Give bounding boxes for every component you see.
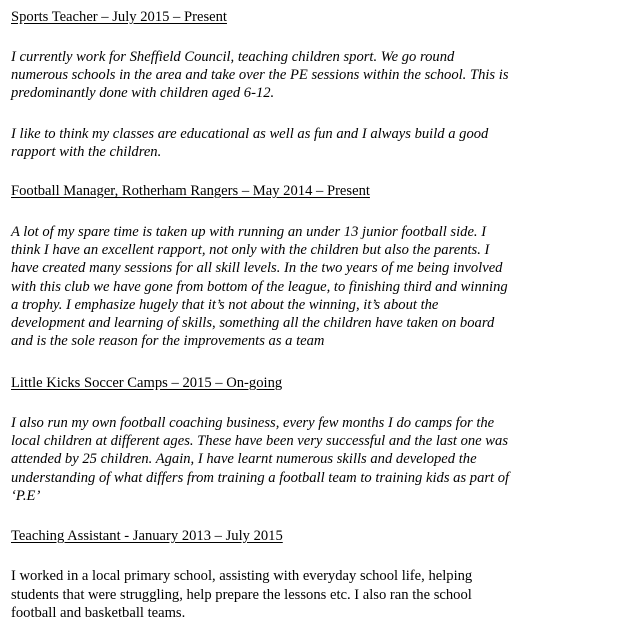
text-line: local children at different ages. These have been very successful and the last one was: [11, 433, 509, 450]
text-line: football and basketball teams.: [11, 605, 186, 622]
text-line: think I have an excellent rapport, not only with the children but also the parents. I: [11, 242, 490, 259]
text-line: attended by 25 children. Again, I have learnt numerous skills and developed the: [11, 451, 477, 468]
text-line: rapport with the children.: [11, 144, 162, 161]
paragraph-sports-teacher-2: [11, 125, 629, 161]
text-line: a trophy. I emphasize hugely that it’s not about the winning, it’s about the: [11, 296, 439, 313]
text-line: development and learning of skills, something all the children have taken on board: [11, 315, 495, 332]
text-line: I currently work for Sheffield Council, teaching children sport. We go round: [11, 49, 455, 65]
section-heading-football-manager: Football Manager, Rotherham Rangers – May 2014 – Present: [11, 183, 370, 199]
paragraph-teaching-assistant: [11, 567, 629, 623]
text-line: numerous schools in the area and take over the PE sessions within the school. This is: [11, 67, 509, 84]
text-line: predominantly done with children aged 6-12.: [11, 85, 275, 102]
text-line: I also run my own football coaching business, every few months I do camps for the: [11, 415, 495, 431]
paragraph-little-kicks: [11, 414, 629, 505]
paragraph-football-manager: [11, 223, 629, 350]
text-line: A lot of my spare time is taken up with running an under 13 junior football side. I: [11, 224, 487, 240]
text-line: ‘P.E’: [11, 487, 41, 504]
text-line: with this club we have gone from bottom of the league, to finishing third and winning: [11, 278, 508, 295]
paragraph-sports-teacher-1: [11, 48, 629, 103]
text-line: and is the sole reason for the improvements as a team: [11, 333, 325, 350]
text-line: understanding of what differs from training a football team to training kids as part of: [11, 469, 510, 486]
section-heading-teaching-assistant: Teaching Assistant - January 2013 – July 2015: [11, 528, 283, 544]
text-line: I worked in a local primary school, assisting with everyday school life, helping: [11, 568, 473, 584]
text-line: have created many sessions for all skill levels. In the two years of me being involved: [11, 260, 503, 277]
text-line: I like to think my classes are educational as well as fun and I always build a good: [11, 126, 489, 142]
section-heading-sports-teacher: Sports Teacher – July 2015 – Present: [11, 9, 227, 25]
text-line: students that were struggling, help prepare the lessons etc. I also ran the school: [11, 586, 472, 603]
section-heading-little-kicks: Little Kicks Soccer Camps – 2015 – On-going: [11, 375, 283, 391]
